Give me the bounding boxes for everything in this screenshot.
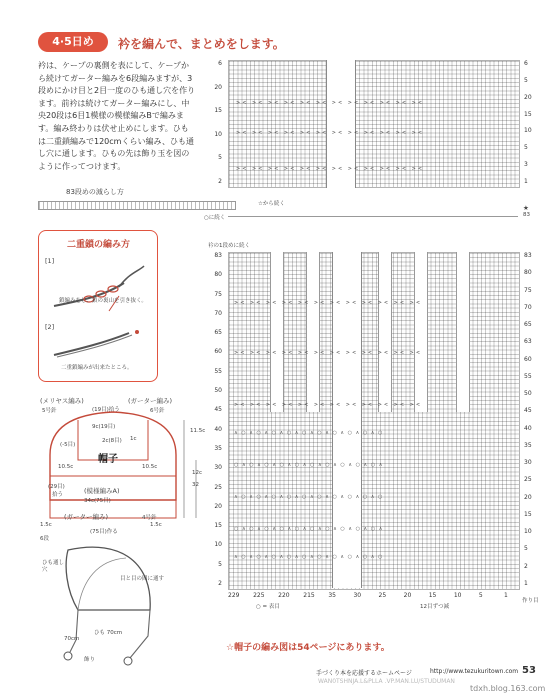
double-chain-title: 二重鎖の編み方 [67, 240, 131, 250]
top-chart-right-row-label: 3 [524, 161, 528, 169]
reduction-strip [38, 201, 236, 210]
bottom-chart-right-row-label: 15 [524, 510, 532, 518]
bottom-chart-left-row-label: 65 [214, 329, 222, 337]
top-chart-right-axis [522, 60, 546, 186]
top-chart-right-row-label: 15 [524, 110, 532, 118]
hat-edge-left: 1.5c [40, 522, 52, 528]
bottom-chart-left-row-label: 20 [214, 502, 222, 510]
bottom-chart-right-row-label: 55 [524, 372, 532, 380]
bottom-chart-left-row-label: 2 [218, 580, 222, 587]
hat-rows-top-left: 5号針 [42, 408, 57, 414]
bottom-chart-left-row-label: 10 [214, 541, 222, 549]
bottom-chart-stripe-2 [306, 252, 320, 412]
top-chart-continue-note: ☆から続く [258, 201, 285, 207]
bottom-chart-right-row-label: 1 [524, 580, 528, 587]
bottom-chart-right-row-label: 5 [524, 545, 528, 553]
top-chart-left-row-label: 15 [214, 107, 222, 115]
top-chart-right-row-label: 10 [524, 127, 532, 135]
instruction-text: 衿は、ケープの裏側を表にして、ケープから続けてガーター編みを6段編みますが、3段めにかけ目と2目一度のひも通し穴を作ります。前衿は続けてガーター編みにし、中央20段は6目1模様の模様編みBで編みます。編み終わりは伏せ止めにします。ひもは二重鎖編みで120cmくらい編み、ひも通し穴に通します。ひもの先は飾り玉を図のように作ってつけます。 [38, 61, 196, 171]
hat-10-5-left: 10.5c [58, 464, 74, 470]
hat-garter-bottom-label: (ガーター編み) [64, 513, 109, 521]
hat-side-32: 32 [192, 482, 199, 488]
bottom-chart-lace-1: ∧ ○ ∧ ○ ∧ ○ ∧ ○ ∧ ○ ∧ ○ ∧ ○ ∧ ○ ∧ ○ ∧ ○ [234, 430, 384, 436]
bottom-chart-right-row-label: 35 [524, 441, 532, 449]
top-chart-left-row-label: 5 [218, 154, 222, 162]
bottom-chart-lace-5: ∧ ○ ∧ ○ ∧ ○ ∧ ○ ∧ ○ ∧ ○ ∧ ○ ∧ ○ ∧ ○ ∧ ○ [234, 554, 384, 560]
bonnet-left-note: ひも通し穴 [42, 560, 65, 573]
bottom-chart-x-note-end: 作り目 [522, 598, 539, 604]
top-chart-right-83: 83 [523, 212, 530, 218]
bottom-chart-right-row-label: 50 [524, 390, 532, 398]
hat-edge-right: 1.5c [150, 522, 162, 528]
top-chart-row-marks-3: >< >< >< >< >< >< >< >< >< >< >< >< [236, 166, 425, 172]
bottom-chart-column-label: 30 [353, 592, 362, 599]
bottom-chart-left-row-label: 35 [214, 444, 222, 452]
bottom-chart-lace-3: ∧ ○ ∧ ○ ∧ ○ ∧ ○ ∧ ○ ∧ ○ ∧ ○ ∧ ○ ∧ ○ ∧ ○ [234, 494, 384, 500]
footer-blog[interactable]: tdxh.blog.163.com [470, 684, 546, 693]
hat-title: 帽子 [98, 454, 118, 465]
bottom-chart-left-row-label: 60 [214, 348, 222, 356]
bottom-chart-left-row-label: 25 [214, 483, 222, 491]
top-chart-right-mark: ★ [523, 204, 529, 212]
bottom-chart-right-row-label: 2 [524, 562, 528, 570]
step1-label: [1] [45, 257, 55, 265]
bottom-chart-right-row-label: 63 [524, 338, 532, 346]
bottom-chart-x-axis [228, 592, 518, 602]
step2-label: [2] [45, 323, 55, 331]
top-chart-right-row-label: 5 [524, 144, 528, 152]
top-chart-right-row-label: 5 [524, 76, 528, 84]
bottom-chart-column-label: 220 [278, 592, 290, 599]
hat-st75-label: (75目)作る [90, 529, 118, 535]
bottom-chart-stripe-5 [456, 252, 470, 412]
hat-c1-label: 1c [130, 436, 137, 442]
top-chart-right-row-label: 1 [524, 178, 528, 185]
step1-illustration [49, 261, 149, 316]
bottom-chart-right-row-label: 45 [524, 407, 532, 415]
bottom-chart-left-row-label: 5 [218, 560, 222, 568]
hat-width-label: 34c(75目) [84, 498, 111, 504]
footer-text: 手づくり本を応援するホームページ [316, 670, 412, 677]
top-chart-start-note: ○に続く [204, 215, 226, 221]
footer-url[interactable]: http://www.tezukuritown.com [430, 668, 519, 675]
bottom-chart-lace-4: ○ ∧ ○ ∧ ○ ∧ ○ ∧ ○ ∧ ○ ∧ ○ ∧ ○ ∧ ○ ∧ ○ ∧ [234, 526, 384, 532]
hat-10-5-right: 10.5c [142, 464, 158, 470]
bottom-chart-left-row-label: 75 [214, 290, 222, 298]
bottom-chart-right-row-label: 83 [524, 252, 532, 259]
bottom-chart-column-label: 25 [378, 592, 387, 599]
bottom-chart-column-label: 10 [453, 592, 462, 599]
bottom-chart-right-row-label: 65 [524, 321, 532, 329]
bottom-chart-column-label: 15 [428, 592, 437, 599]
bottom-chart-right-row-label: 30 [524, 459, 532, 467]
section-title: 衿を編んで、まとめをします。 [118, 37, 285, 51]
bottom-chart-dec-marks-2: >< >< >< >< >< >< >< >< >< >< >< >< [234, 350, 423, 356]
top-chart-row-marks-1: >< >< >< >< >< >< >< >< >< >< >< >< [236, 100, 425, 106]
hat-side-11-5: 11.5c [190, 428, 206, 434]
bottom-chart-stripe-1 [270, 252, 284, 412]
hat-side-12: 12c [192, 470, 203, 476]
bottom-chart-right-row-label: 60 [524, 355, 532, 363]
hat-st19-label: (19目)拾う [92, 407, 120, 413]
top-chart-right-row-label: 6 [524, 60, 528, 67]
bottom-chart-column-label: 225 [253, 592, 265, 599]
bottom-chart-left-row-label: 30 [214, 464, 222, 472]
bottom-chart-right-row-label: 10 [524, 528, 532, 536]
top-chart-right-row-label: 20 [524, 93, 532, 101]
bottom-chart-stripe-3 [378, 252, 392, 412]
hat-pick-label: 拾う [52, 492, 64, 498]
hat-garter-top-label: (ガーター編み) [128, 397, 173, 405]
hat-pattern-a-label: (模様編みA) [84, 487, 120, 495]
bonnet-gathered-note: 目と目の間に通す [120, 576, 165, 582]
bottom-chart-left-row-label: 50 [214, 387, 222, 395]
top-chart-row-marks-2: >< >< >< >< >< >< >< >< >< >< >< >< [236, 130, 425, 136]
bottom-chart-left-row-label: 80 [214, 271, 222, 279]
bottom-chart-left-row-label: 40 [214, 425, 222, 433]
hat-c919-label: 9c(19目) [92, 424, 116, 430]
bottom-chart-left-row-label: 83 [214, 252, 222, 259]
bonnet-bottom-note: 70cm [64, 636, 80, 642]
top-chart-left-row-label: 10 [214, 130, 222, 138]
bottom-chart-right-row-label: 40 [524, 424, 532, 432]
page-number: 53 [522, 665, 536, 676]
bottom-chart-left-row-label: 55 [214, 367, 222, 375]
bottom-chart-left-row-label: 45 [214, 406, 222, 414]
bottom-chart-start-note: 衿の1段めに続く [208, 243, 250, 249]
double-chain-box [38, 230, 158, 382]
step1-desc: 鎖編みをし、鎖の裏山を引き抜く。 [59, 298, 147, 304]
hat-c2-label: 2c(8目) [102, 438, 122, 444]
bottom-chart-column-label: 215 [303, 592, 315, 599]
bottom-chart-column-label: 229 [228, 592, 240, 599]
reduction-label: 83段めの減らし方 [66, 188, 124, 196]
bonnet-cord-label: ひも 70cm [94, 630, 123, 636]
hat-st29-label: (29目) [48, 484, 65, 490]
bottom-chart-column-label: 20 [403, 592, 412, 599]
bottom-chart-dec-marks-3: >< >< >< >< >< >< >< >< >< >< >< >< [234, 402, 423, 408]
bottom-chart-left-row-label: 15 [214, 522, 222, 530]
bonnet-page-note: ☆帽子の編み図は54ページにあります。 [226, 643, 390, 653]
bottom-chart-x-note-left: ○ = 表目 [256, 604, 280, 610]
hat-rows-6: 6段 [40, 536, 49, 542]
bottom-chart-right-row-label: 20 [524, 493, 532, 501]
bottom-chart-right-row-label: 25 [524, 476, 532, 484]
bottom-chart-column-label: 1 [504, 592, 508, 599]
hat-minus5-label: (-5目) [60, 442, 76, 448]
bottom-chart-right-row-label: 75 [524, 286, 532, 294]
top-chart-left-row-label: 6 [218, 60, 222, 67]
top-chart-left-row-label: 20 [214, 83, 222, 91]
step2-illustration [49, 327, 149, 361]
section-badge: 4·5日め [38, 32, 108, 52]
bottom-chart-left-axis [200, 252, 224, 588]
bottom-chart-left-row-label: 70 [214, 309, 222, 317]
bottom-chart-right-row-label: 70 [524, 303, 532, 311]
bottom-chart-column-label: 35 [328, 592, 336, 599]
bottom-chart-x-note-right: 12目ずつ減 [420, 604, 449, 610]
top-chart-left-row-label: 2 [218, 178, 222, 185]
step2-desc: 二重鎖編みが出来たところ。 [61, 365, 133, 371]
hat-needle4-label: 4号針 [142, 515, 157, 521]
hat-rows-top-right: 6号針 [150, 408, 165, 414]
top-chart-left-axis [200, 60, 224, 186]
hat-stockinette-label: (メリヤス編み) [40, 397, 84, 405]
top-chart-lead-line [228, 216, 518, 217]
bottom-chart-dec-marks-1: >< >< >< >< >< >< >< >< >< >< >< >< [234, 300, 423, 306]
bottom-chart-right-row-label: 80 [524, 269, 532, 277]
bottom-chart-column-label: 5 [478, 592, 483, 599]
footer-watermark: WAN0TSHNJA.L&PLLA .VP.MAN.LU/STUDUMAN [318, 678, 455, 685]
bottom-chart-stripe-4 [414, 252, 428, 412]
bottom-chart-lace-2: ○ ∧ ○ ∧ ○ ∧ ○ ∧ ○ ∧ ○ ∧ ○ ∧ ○ ∧ ○ ∧ ○ ∧ [234, 462, 384, 468]
bonnet-tassel-label: 飾り [84, 657, 96, 663]
bottom-chart-right-axis [522, 252, 546, 588]
